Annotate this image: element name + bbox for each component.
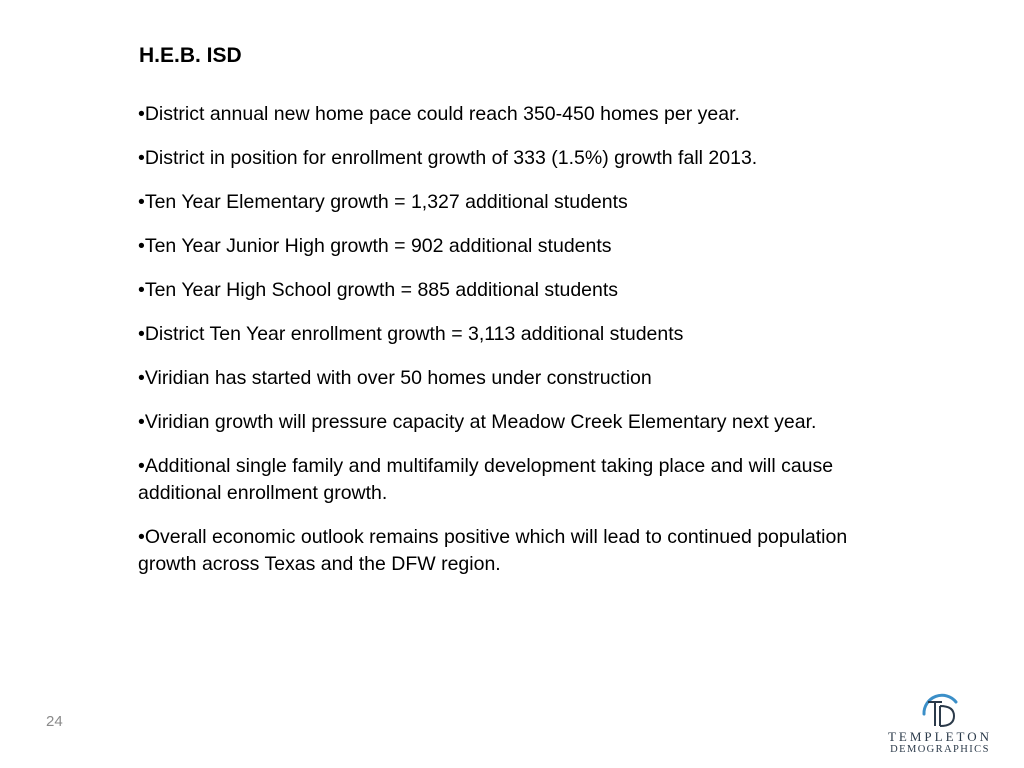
bullet-item: •Viridian has started with over 50 homes under construction bbox=[138, 367, 652, 389]
bullet-item: •Ten Year Elementary growth = 1,327 additional students bbox=[138, 191, 628, 213]
templeton-demographics-logo bbox=[884, 686, 996, 760]
logo-text-demographics: DEMOGRAPHICS bbox=[890, 744, 990, 755]
bullet-list bbox=[138, 101, 898, 595]
bullet-item: •Viridian growth will pressure capacity at Meadow Creek Elementary next year. bbox=[138, 411, 817, 433]
logo-mark-icon bbox=[884, 686, 996, 728]
bullet-item: •Ten Year Junior High growth = 902 additional students bbox=[138, 235, 612, 257]
bullet-item: •District Ten Year enrollment growth = 3,113 additional students bbox=[138, 323, 684, 345]
bullet-item: •Ten Year High School growth = 885 additional students bbox=[138, 279, 619, 301]
bullet-item: •District in position for enrollment growth of 333 (1.5%) growth fall 2013. bbox=[138, 147, 758, 169]
bullet-item: •Overall economic outlook remains positive which will lead to continued population growth across Texas and the DFW region. bbox=[138, 526, 848, 575]
page-number: 24 bbox=[46, 713, 63, 730]
slide-title: H.E.B. ISD bbox=[139, 44, 242, 67]
bullet-item: •Additional single family and multifamily development taking place and will cause additional enrollment growth. bbox=[138, 455, 834, 504]
logo-text-templeton: TEMPLETON bbox=[887, 729, 993, 744]
bullet-item: •District annual new home pace could reach 350-450 homes per year. bbox=[138, 103, 740, 125]
